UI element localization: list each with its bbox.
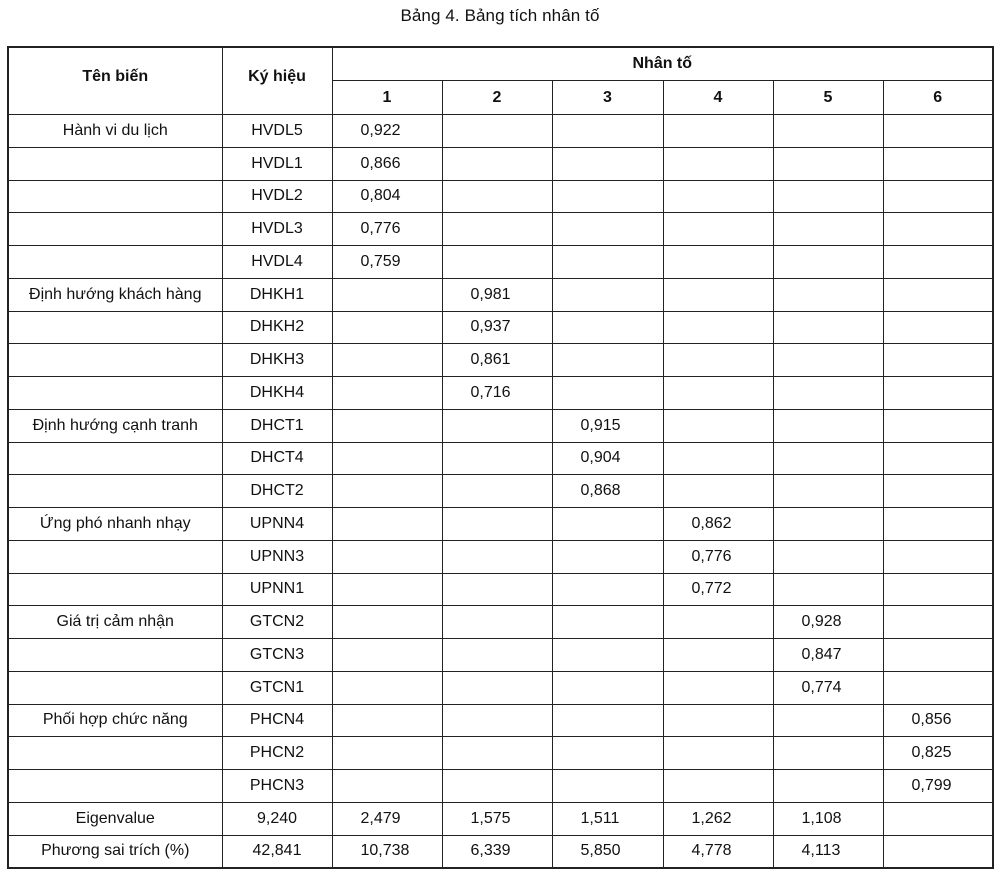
loading-cell-factor-5 <box>773 246 883 279</box>
loading-cell-factor-5 <box>773 115 883 148</box>
loading-cell-factor-6: 0,799 <box>883 770 993 803</box>
loading-cell-factor-3 <box>552 377 663 410</box>
variable-code-cell: GTCN1 <box>222 671 332 704</box>
loading-cell-factor-2 <box>442 115 552 148</box>
loading-cell-factor-4 <box>663 311 773 344</box>
summary-value-cell-factor-5: 4,113 <box>773 835 883 868</box>
variable-name-cell: Phối hợp chức năng <box>8 704 222 737</box>
variable-code-cell: HVDL4 <box>222 246 332 279</box>
loading-cell-factor-2 <box>442 409 552 442</box>
variable-name-cell <box>8 573 222 606</box>
loading-cell-factor-4 <box>663 246 773 279</box>
loading-cell-factor-3 <box>552 573 663 606</box>
header-ky-hieu: Ký hiệu <box>222 47 332 115</box>
loading-cell-factor-2 <box>442 737 552 770</box>
loading-cell-factor-4 <box>663 409 773 442</box>
loading-cell-factor-1 <box>332 770 442 803</box>
summary-value-cell-factor-2: 6,339 <box>442 835 552 868</box>
variable-name-cell: Ứng phó nhanh nhạy <box>8 508 222 541</box>
loading-cell-factor-5 <box>773 573 883 606</box>
header-factor-2: 2 <box>442 81 552 115</box>
loading-cell-factor-3 <box>552 180 663 213</box>
loading-cell-factor-6 <box>883 344 993 377</box>
loading-cell-factor-6 <box>883 671 993 704</box>
loading-cell-factor-4 <box>663 639 773 672</box>
table-row <box>8 639 993 672</box>
loading-cell-factor-6 <box>883 311 993 344</box>
loading-cell-factor-3 <box>552 115 663 148</box>
variable-name-cell <box>8 180 222 213</box>
variable-code-cell: HVDL1 <box>222 147 332 180</box>
loading-cell-factor-3 <box>552 246 663 279</box>
variable-code-cell: UPNN3 <box>222 540 332 573</box>
loading-cell-factor-2 <box>442 639 552 672</box>
loading-cell-factor-2 <box>442 770 552 803</box>
loading-cell-factor-4 <box>663 671 773 704</box>
table-row <box>8 573 993 606</box>
loading-cell-factor-1 <box>332 737 442 770</box>
table-row <box>8 180 993 213</box>
header-factor-1: 1 <box>332 81 442 115</box>
table-row <box>8 344 993 377</box>
loading-cell-factor-3 <box>552 213 663 246</box>
table-row <box>8 508 993 541</box>
loading-cell-factor-3 <box>552 278 663 311</box>
variable-name-cell <box>8 442 222 475</box>
loading-cell-factor-4: 0,772 <box>663 573 773 606</box>
summary-label-cell: Eigenvalue <box>8 802 222 835</box>
loading-cell-factor-5 <box>773 704 883 737</box>
loading-cell-factor-5 <box>773 344 883 377</box>
loading-cell-factor-5 <box>773 377 883 410</box>
table-row <box>8 246 993 279</box>
loading-cell-factor-6 <box>883 573 993 606</box>
loading-cell-factor-6 <box>883 409 993 442</box>
loading-cell-factor-1: 0,866 <box>332 147 442 180</box>
loading-cell-factor-1 <box>332 573 442 606</box>
factor-table <box>7 46 994 869</box>
loading-cell-factor-1: 0,759 <box>332 246 442 279</box>
loading-cell-factor-6 <box>883 180 993 213</box>
loading-cell-factor-5 <box>773 770 883 803</box>
loading-cell-factor-4 <box>663 704 773 737</box>
variable-name-cell <box>8 540 222 573</box>
loading-cell-factor-5 <box>773 409 883 442</box>
loading-cell-factor-1 <box>332 508 442 541</box>
summary-row <box>8 835 993 868</box>
variable-name-cell <box>8 737 222 770</box>
loading-cell-factor-2 <box>442 573 552 606</box>
loading-cell-factor-1: 0,804 <box>332 180 442 213</box>
loading-cell-factor-3: 0,868 <box>552 475 663 508</box>
variable-name-cell <box>8 246 222 279</box>
loading-cell-factor-5: 0,774 <box>773 671 883 704</box>
variable-code-cell: PHCN2 <box>222 737 332 770</box>
loading-cell-factor-2 <box>442 246 552 279</box>
summary-value-cell-factor-3: 5,850 <box>552 835 663 868</box>
variable-code-cell: HVDL2 <box>222 180 332 213</box>
loading-cell-factor-4 <box>663 475 773 508</box>
loading-cell-factor-3 <box>552 147 663 180</box>
table-row <box>8 671 993 704</box>
loading-cell-factor-2 <box>442 442 552 475</box>
variable-name-cell <box>8 377 222 410</box>
loading-cell-factor-5 <box>773 278 883 311</box>
summary-label-cell: Phương sai trích (%) <box>8 835 222 868</box>
loading-cell-factor-2 <box>442 606 552 639</box>
loading-cell-factor-6 <box>883 606 993 639</box>
variable-name-cell: Giá trị cảm nhận <box>8 606 222 639</box>
variable-name-cell: Định hướng cạnh tranh <box>8 409 222 442</box>
loading-cell-factor-5 <box>773 180 883 213</box>
variable-name-cell <box>8 671 222 704</box>
variable-code-cell: DHKH3 <box>222 344 332 377</box>
table-row <box>8 540 993 573</box>
loading-cell-factor-5 <box>773 442 883 475</box>
variable-name-cell <box>8 147 222 180</box>
loading-cell-factor-2 <box>442 147 552 180</box>
variable-code-cell: DHCT4 <box>222 442 332 475</box>
loading-cell-factor-2 <box>442 671 552 704</box>
loading-cell-factor-1 <box>332 540 442 573</box>
loading-cell-factor-3 <box>552 671 663 704</box>
summary-value-cell-factor-6 <box>883 835 993 868</box>
loading-cell-factor-1: 0,776 <box>332 213 442 246</box>
variable-code-cell: DHKH4 <box>222 377 332 410</box>
variable-code-cell: HVDL5 <box>222 115 332 148</box>
loading-cell-factor-2: 0,716 <box>442 377 552 410</box>
variable-code-cell: DHKH2 <box>222 311 332 344</box>
loading-cell-factor-4 <box>663 213 773 246</box>
summary-value-cell-factor-1: 10,738 <box>332 835 442 868</box>
loading-cell-factor-5 <box>773 508 883 541</box>
table-row <box>8 377 993 410</box>
loading-cell-factor-2: 0,981 <box>442 278 552 311</box>
loading-cell-factor-4 <box>663 344 773 377</box>
loading-cell-factor-4 <box>663 115 773 148</box>
header-factor-3: 3 <box>552 81 663 115</box>
table-row <box>8 606 993 639</box>
loading-cell-factor-3 <box>552 639 663 672</box>
loading-cell-factor-3 <box>552 770 663 803</box>
loading-cell-factor-5 <box>773 311 883 344</box>
loading-cell-factor-6 <box>883 540 993 573</box>
header-nhan-to: Nhân tố <box>332 47 993 81</box>
table-row <box>8 737 993 770</box>
loading-cell-factor-2 <box>442 180 552 213</box>
loading-cell-factor-1 <box>332 377 442 410</box>
loading-cell-factor-6 <box>883 278 993 311</box>
variable-name-cell <box>8 344 222 377</box>
variable-code-cell: GTCN2 <box>222 606 332 639</box>
table-row <box>8 278 993 311</box>
loading-cell-factor-4 <box>663 180 773 213</box>
loading-cell-factor-3: 0,915 <box>552 409 663 442</box>
loading-cell-factor-6 <box>883 147 993 180</box>
variable-code-cell: HVDL3 <box>222 213 332 246</box>
loading-cell-factor-2 <box>442 704 552 737</box>
loading-cell-factor-3 <box>552 508 663 541</box>
loading-cell-factor-6 <box>883 213 993 246</box>
variable-code-cell: GTCN3 <box>222 639 332 672</box>
header-factor-6: 6 <box>883 81 993 115</box>
loading-cell-factor-6 <box>883 508 993 541</box>
header-factor-5: 5 <box>773 81 883 115</box>
loading-cell-factor-4 <box>663 442 773 475</box>
table-row <box>8 115 993 148</box>
table-header <box>8 47 993 115</box>
summary-first-cell: 9,240 <box>222 802 332 835</box>
table-row <box>8 442 993 475</box>
loading-cell-factor-1 <box>332 639 442 672</box>
summary-value-cell-factor-4: 1,262 <box>663 802 773 835</box>
loading-cell-factor-5 <box>773 147 883 180</box>
variable-name-cell <box>8 639 222 672</box>
loading-cell-factor-3 <box>552 737 663 770</box>
summary-value-cell-factor-1: 2,479 <box>332 802 442 835</box>
variable-name-cell <box>8 311 222 344</box>
header-factor-4: 4 <box>663 81 773 115</box>
loading-cell-factor-5 <box>773 475 883 508</box>
summary-first-cell: 42,841 <box>222 835 332 868</box>
loading-cell-factor-4 <box>663 737 773 770</box>
loading-cell-factor-1: 0,922 <box>332 115 442 148</box>
variable-code-cell: UPNN1 <box>222 573 332 606</box>
loading-cell-factor-5: 0,847 <box>773 639 883 672</box>
loading-cell-factor-6 <box>883 475 993 508</box>
loading-cell-factor-1 <box>332 475 442 508</box>
summary-value-cell-factor-2: 1,575 <box>442 802 552 835</box>
summary-value-cell-factor-4: 4,778 <box>663 835 773 868</box>
loading-cell-factor-3 <box>552 540 663 573</box>
loading-cell-factor-2: 0,937 <box>442 311 552 344</box>
loading-cell-factor-6 <box>883 442 993 475</box>
summary-value-cell-factor-3: 1,511 <box>552 802 663 835</box>
loading-cell-factor-4 <box>663 147 773 180</box>
loading-cell-factor-4 <box>663 377 773 410</box>
summary-value-cell-factor-5: 1,108 <box>773 802 883 835</box>
variable-name-cell <box>8 475 222 508</box>
loading-cell-factor-2 <box>442 475 552 508</box>
loading-cell-factor-2 <box>442 213 552 246</box>
variable-code-cell: DHKH1 <box>222 278 332 311</box>
loading-cell-factor-6: 0,856 <box>883 704 993 737</box>
table-row <box>8 475 993 508</box>
loading-cell-factor-1 <box>332 671 442 704</box>
loading-cell-factor-3 <box>552 311 663 344</box>
loading-cell-factor-1 <box>332 704 442 737</box>
variable-code-cell: DHCT1 <box>222 409 332 442</box>
loading-cell-factor-5 <box>773 737 883 770</box>
variable-name-cell: Hành vi du lịch <box>8 115 222 148</box>
loading-cell-factor-5 <box>773 213 883 246</box>
loading-cell-factor-1 <box>332 409 442 442</box>
variable-name-cell <box>8 770 222 803</box>
loading-cell-factor-3 <box>552 704 663 737</box>
loading-cell-factor-6 <box>883 246 993 279</box>
loading-cell-factor-1 <box>332 606 442 639</box>
loading-cell-factor-5: 0,928 <box>773 606 883 639</box>
table-row <box>8 311 993 344</box>
table-row <box>8 147 993 180</box>
loading-cell-factor-6 <box>883 377 993 410</box>
loading-cell-factor-3 <box>552 606 663 639</box>
loading-cell-factor-6 <box>883 115 993 148</box>
loading-cell-factor-6: 0,825 <box>883 737 993 770</box>
loading-cell-factor-2 <box>442 508 552 541</box>
variable-code-cell: DHCT2 <box>222 475 332 508</box>
summary-row <box>8 802 993 835</box>
table-row <box>8 213 993 246</box>
loading-cell-factor-4: 0,862 <box>663 508 773 541</box>
table-row <box>8 704 993 737</box>
loading-cell-factor-1 <box>332 278 442 311</box>
loading-cell-factor-1 <box>332 442 442 475</box>
loading-cell-factor-5 <box>773 540 883 573</box>
loading-cell-factor-2: 0,861 <box>442 344 552 377</box>
loading-cell-factor-4 <box>663 606 773 639</box>
summary-value-cell-factor-6 <box>883 802 993 835</box>
loading-cell-factor-4 <box>663 770 773 803</box>
table-title: Bảng 4. Bảng tích nhân tố <box>400 6 600 25</box>
table-row <box>8 770 993 803</box>
variable-name-cell: Định hướng khách hàng <box>8 278 222 311</box>
loading-cell-factor-1 <box>332 311 442 344</box>
variable-code-cell: PHCN3 <box>222 770 332 803</box>
loading-cell-factor-1 <box>332 344 442 377</box>
header-ten-bien: Tên biến <box>8 47 222 115</box>
variable-name-cell <box>8 213 222 246</box>
loading-cell-factor-4 <box>663 278 773 311</box>
table-row <box>8 409 993 442</box>
loading-cell-factor-2 <box>442 540 552 573</box>
variable-code-cell: PHCN4 <box>222 704 332 737</box>
loading-cell-factor-3 <box>552 344 663 377</box>
loading-cell-factor-6 <box>883 639 993 672</box>
loading-cell-factor-4: 0,776 <box>663 540 773 573</box>
table-body <box>8 115 993 869</box>
variable-code-cell: UPNN4 <box>222 508 332 541</box>
loading-cell-factor-3: 0,904 <box>552 442 663 475</box>
